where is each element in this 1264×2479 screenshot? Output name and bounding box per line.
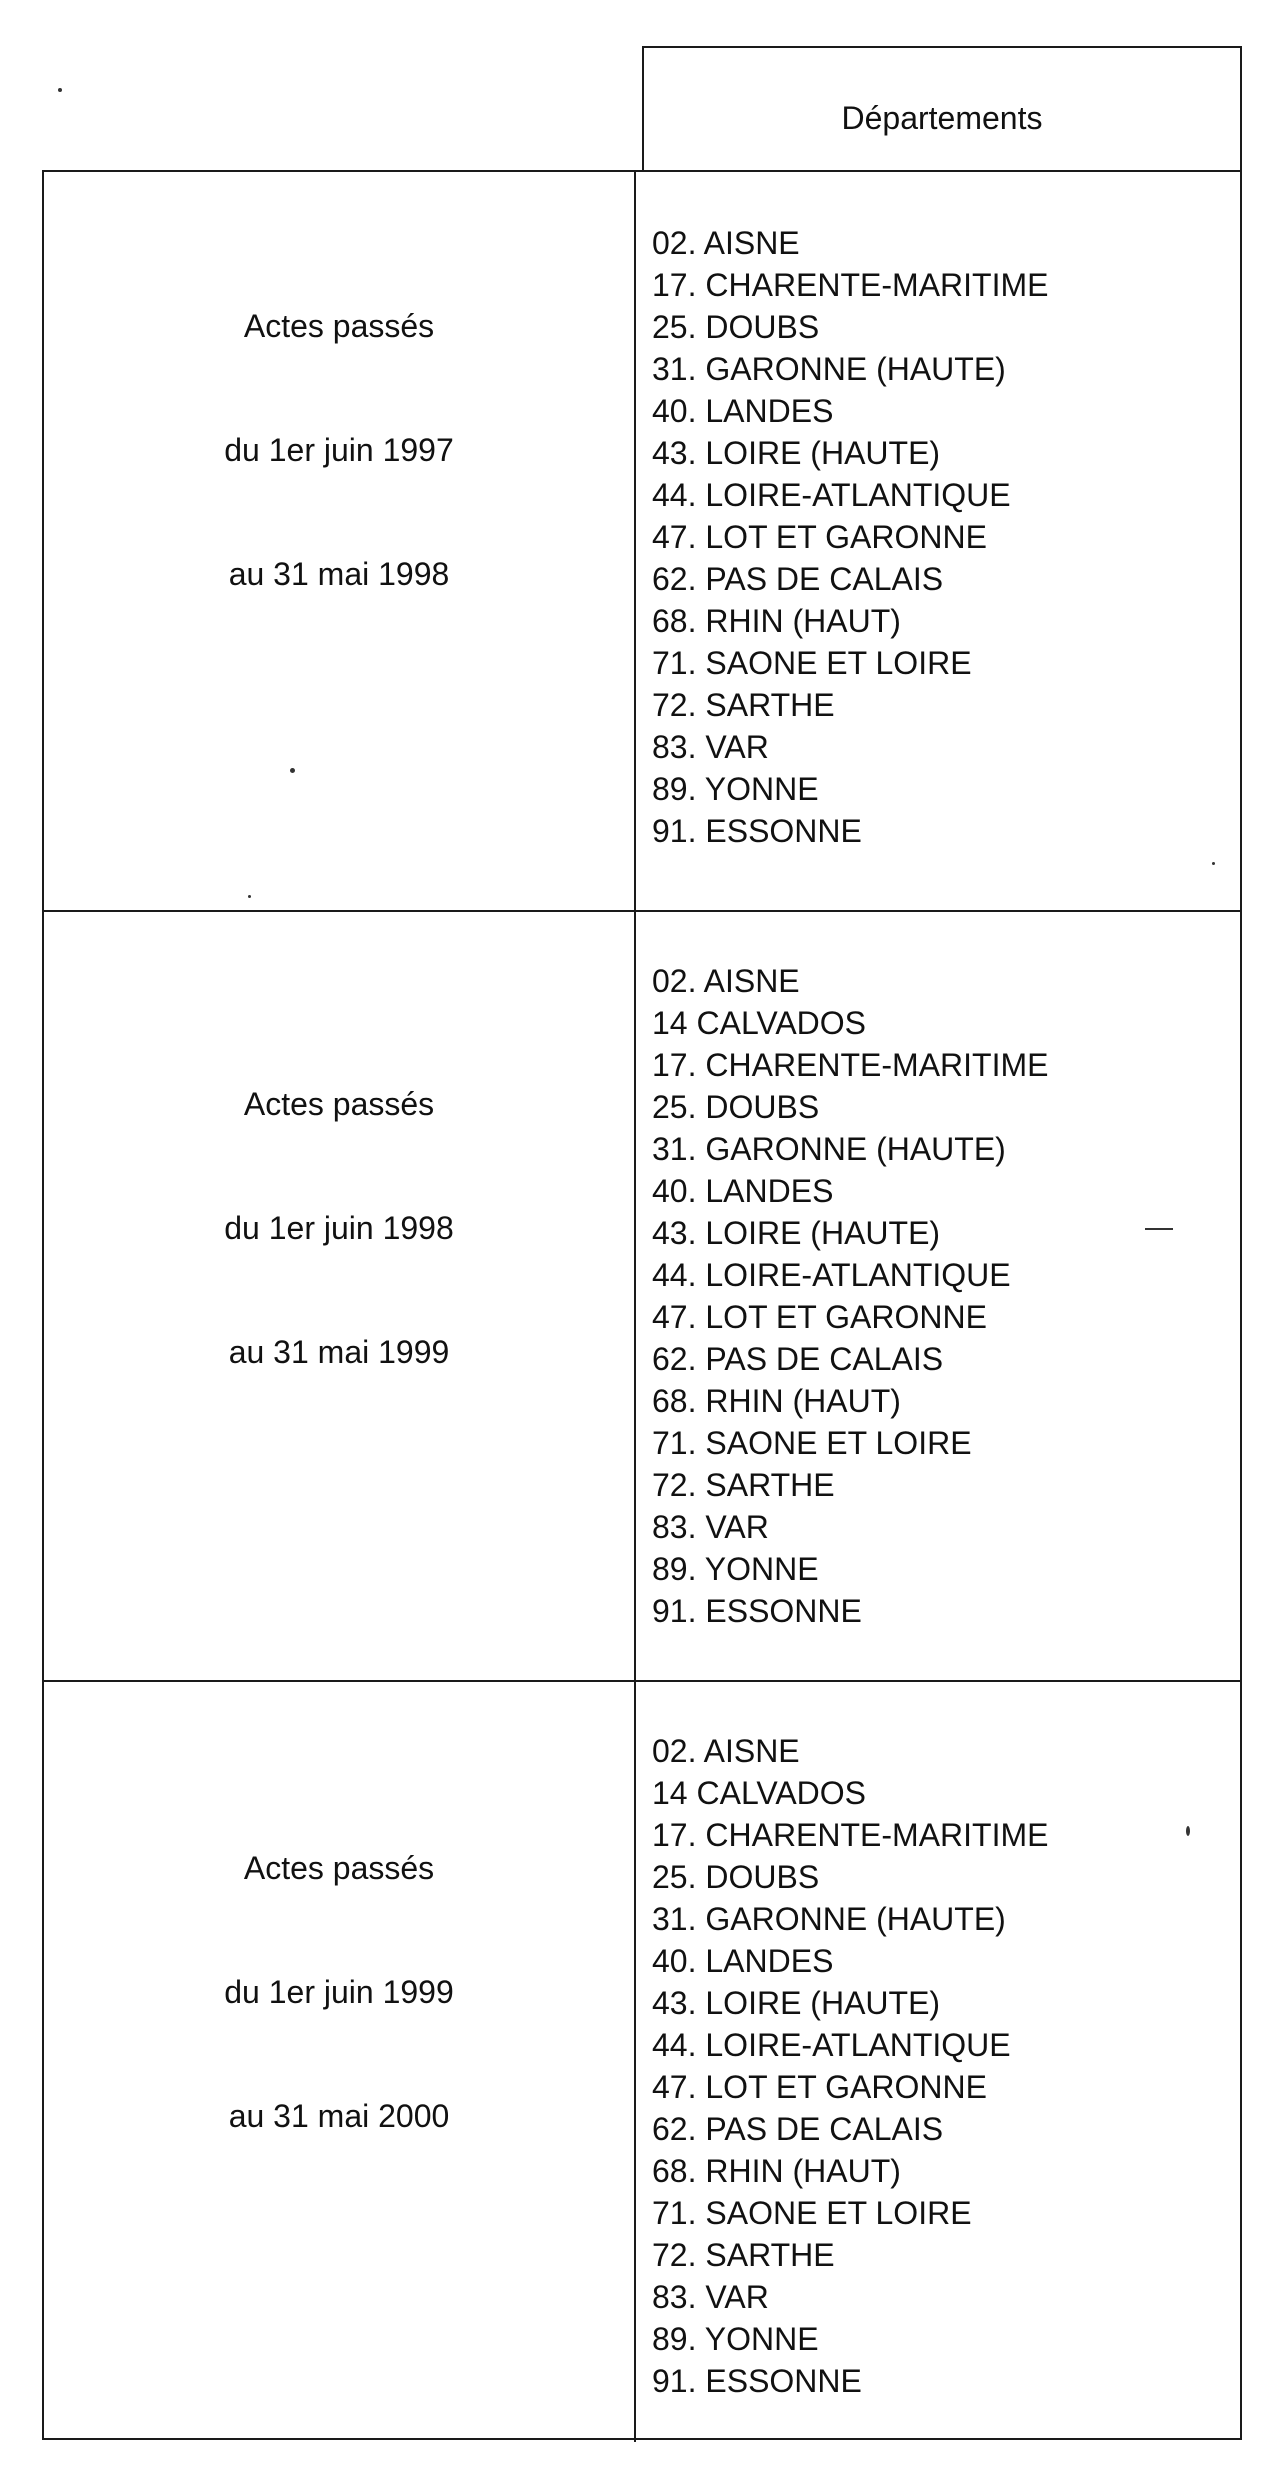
list-item: 47. LOT ET GARONNE xyxy=(652,519,987,555)
period-start: du 1er juin 1999 xyxy=(224,1974,454,2010)
list-item: 40. LANDES xyxy=(652,1173,834,1209)
list-item: 02. AISNE xyxy=(652,1733,800,1769)
list-item: 14 CALVADOS xyxy=(652,1775,867,1811)
list-item: 89. YONNE xyxy=(652,771,819,807)
list-item: 91. ESSONNE xyxy=(652,2363,862,2399)
list-item: 25. DOUBS xyxy=(652,1089,820,1125)
department-list xyxy=(652,1730,1048,2402)
period-cell xyxy=(44,1850,634,2134)
list-item: 91. ESSONNE xyxy=(652,813,862,849)
scan-speck xyxy=(1145,1228,1173,1230)
list-item: 68. RHIN (HAUT) xyxy=(652,1383,901,1419)
period-start: du 1er juin 1997 xyxy=(224,432,454,468)
table-row xyxy=(44,172,1240,910)
list-item: 47. LOT ET GARONNE xyxy=(652,1299,987,1335)
list-item: 31. GARONNE (HAUTE) xyxy=(652,1901,1006,1937)
list-item: 43. LOIRE (HAUTE) xyxy=(652,1985,941,2021)
period-end: au 31 mai 1999 xyxy=(228,1334,450,1370)
list-item: 43. LOIRE (HAUTE) xyxy=(652,1215,941,1251)
department-list xyxy=(652,960,1048,1632)
scan-speck xyxy=(248,895,251,898)
list-item: 62. PAS DE CALAIS xyxy=(652,561,944,597)
list-item: 44. LOIRE-ATLANTIQUE xyxy=(652,1257,1011,1293)
period-cell xyxy=(44,1086,634,1370)
scan-speck xyxy=(58,88,62,92)
period-label: Actes passés xyxy=(243,1850,435,1886)
table-row xyxy=(44,1680,1240,2442)
scan-speck xyxy=(1212,862,1215,865)
list-item: 89. YONNE xyxy=(652,2321,819,2357)
list-item: 72. SARTHE xyxy=(652,2237,835,2273)
list-item: 71. SAONE ET LOIRE xyxy=(652,1425,972,1461)
list-item: 02. AISNE xyxy=(652,963,800,999)
list-item: 25. DOUBS xyxy=(652,309,820,345)
list-item: 68. RHIN (HAUT) xyxy=(652,2153,901,2189)
period-end: au 31 mai 2000 xyxy=(228,2098,450,2134)
table-row xyxy=(44,910,1240,1682)
departements-header-title: Départements xyxy=(841,100,1043,136)
list-item: 25. DOUBS xyxy=(652,1859,820,1895)
period-label: Actes passés xyxy=(243,1086,435,1122)
list-item: 83. VAR xyxy=(652,1509,769,1545)
period-start: du 1er juin 1998 xyxy=(224,1210,454,1246)
column-divider xyxy=(634,912,636,1682)
list-item: 31. GARONNE (HAUTE) xyxy=(652,351,1006,387)
period-label: Actes passés xyxy=(243,308,435,344)
list-item: 83. VAR xyxy=(652,2279,769,2315)
list-item: 14 CALVADOS xyxy=(652,1005,867,1041)
list-item: 62. PAS DE CALAIS xyxy=(652,1341,944,1377)
departements-table xyxy=(42,170,1242,2440)
list-item: 71. SAONE ET LOIRE xyxy=(652,2195,972,2231)
list-item: 40. LANDES xyxy=(652,393,834,429)
column-divider xyxy=(634,1682,636,2442)
list-item: 44. LOIRE-ATLANTIQUE xyxy=(652,2027,1011,2063)
list-item: 17. CHARENTE-MARITIME xyxy=(652,1047,1049,1083)
list-item: 71. SAONE ET LOIRE xyxy=(652,645,972,681)
column-divider xyxy=(634,172,636,910)
list-item: 31. GARONNE (HAUTE) xyxy=(652,1131,1006,1167)
list-item: 89. YONNE xyxy=(652,1551,819,1587)
list-item: 44. LOIRE-ATLANTIQUE xyxy=(652,477,1011,513)
list-item: 91. ESSONNE xyxy=(652,1593,862,1629)
department-list xyxy=(652,222,1048,852)
list-item: 62. PAS DE CALAIS xyxy=(652,2111,944,2147)
list-item: 68. RHIN (HAUT) xyxy=(652,603,901,639)
list-item: 40. LANDES xyxy=(652,1943,834,1979)
period-end: au 31 mai 1998 xyxy=(228,556,450,592)
list-item: 47. LOT ET GARONNE xyxy=(652,2069,987,2105)
departements-header-cell xyxy=(642,46,1242,170)
list-item: 17. CHARENTE-MARITIME xyxy=(652,267,1049,303)
list-item: 17. CHARENTE-MARITIME xyxy=(652,1817,1049,1853)
list-item: 02. AISNE xyxy=(652,225,800,261)
list-item: 72. SARTHE xyxy=(652,687,835,723)
list-item: 72. SARTHE xyxy=(652,1467,835,1503)
scan-speck xyxy=(1186,1826,1190,1836)
list-item: 83. VAR xyxy=(652,729,769,765)
list-item: 43. LOIRE (HAUTE) xyxy=(652,435,941,471)
period-cell xyxy=(44,308,634,592)
scan-speck xyxy=(290,768,295,773)
